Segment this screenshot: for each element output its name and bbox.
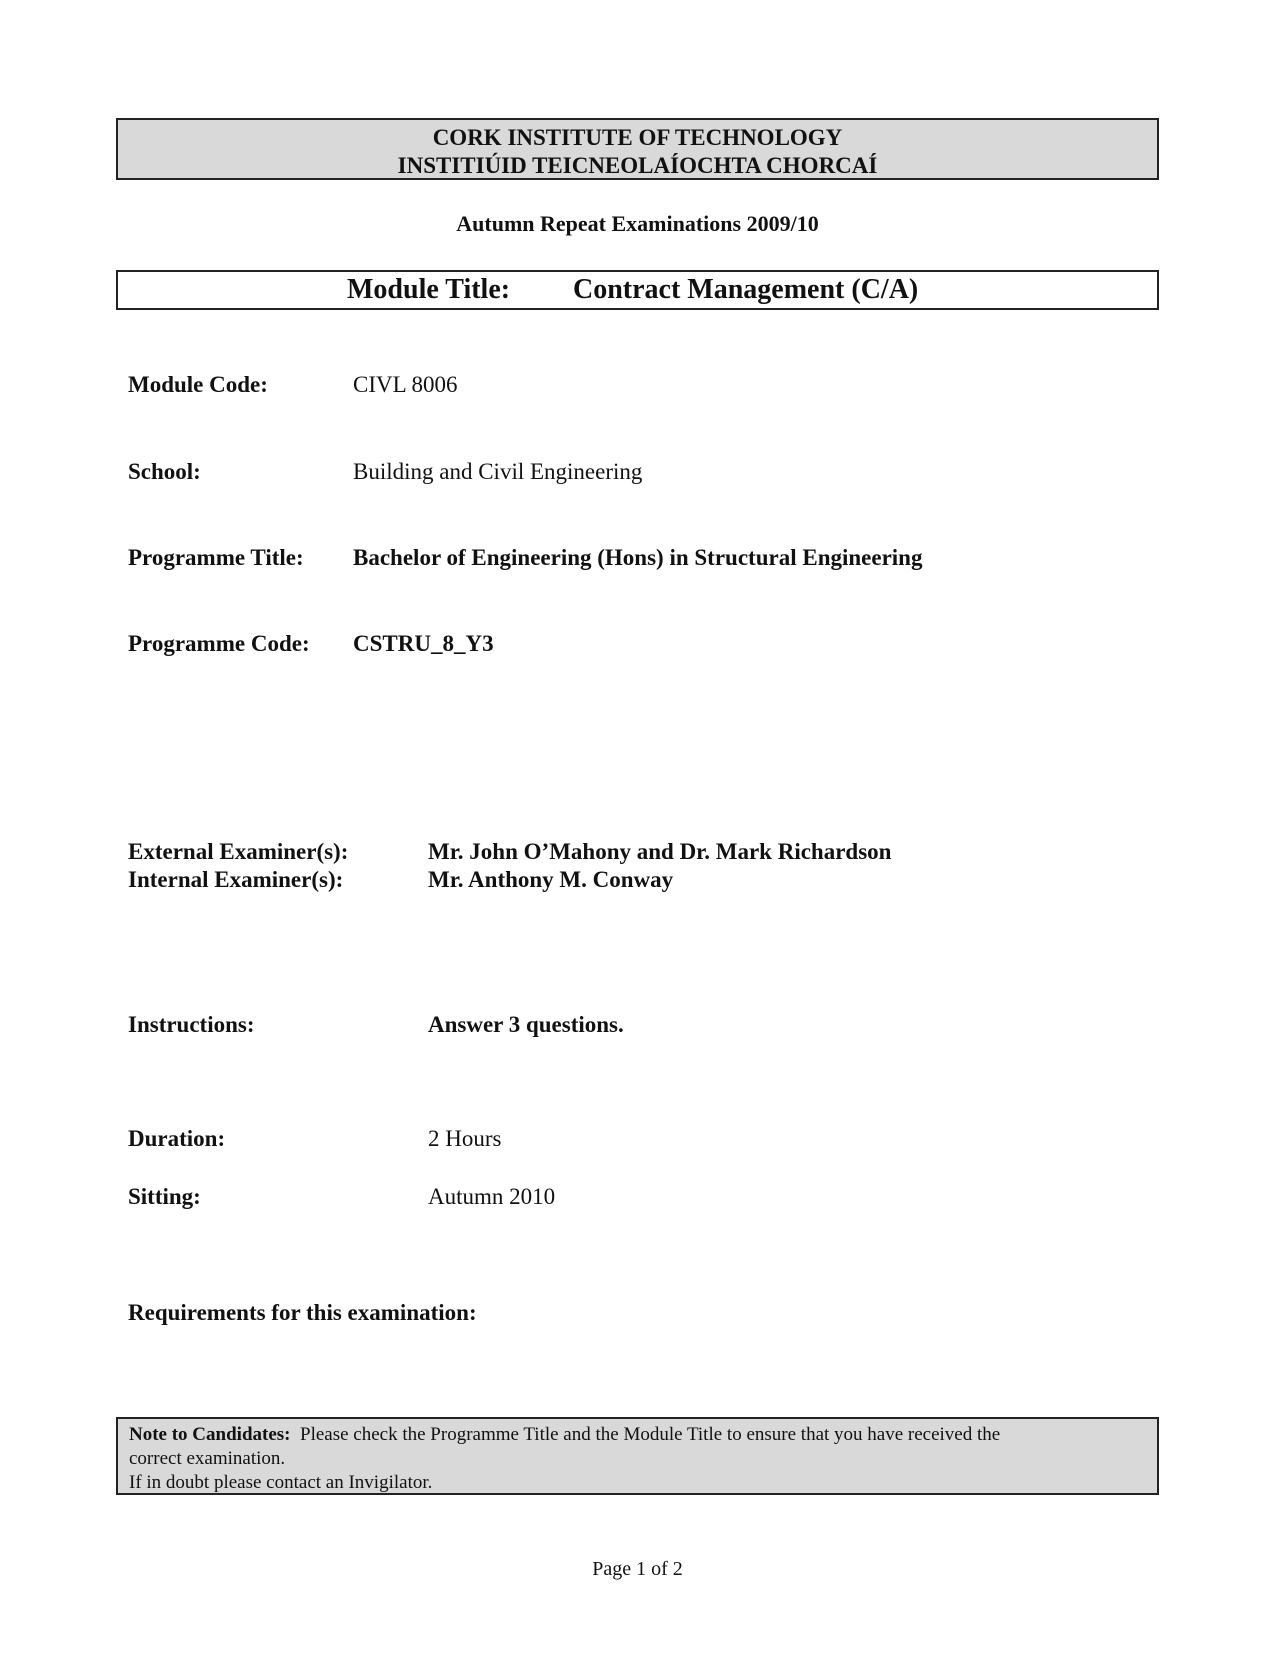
sitting-label: Sitting: — [128, 1184, 201, 1209]
programme-title-label: Programme Title: — [128, 545, 304, 570]
institute-name-irish: INSTITIÚID TEICNEOLAÍOCHTA CHORCAÍ — [397, 153, 878, 178]
internal-examiners-label: Internal Examiner(s): — [128, 867, 344, 892]
module-title-box — [116, 270, 1159, 310]
note-text-3: If in doubt please contact an Invigilator. — [129, 1472, 433, 1493]
module-code-value: CIVL 8006 — [353, 372, 458, 397]
note-line-1 — [129, 1423, 1147, 1447]
programme-title-value: Bachelor of Engineering (Hons) in Structural Engineering — [353, 545, 923, 570]
page-number: Page 1 of 2 — [592, 1558, 683, 1580]
instructions-label: Instructions: — [128, 1012, 255, 1037]
requirements-label: Requirements for this examination: — [128, 1300, 477, 1325]
sitting-value: Autumn 2010 — [428, 1184, 556, 1209]
note-text-1: Please check the Programme Title and the Module Title to ensure that you have received the — [300, 1424, 1001, 1445]
module-code-label: Module Code: — [128, 372, 268, 397]
duration-value: 2 Hours — [428, 1126, 502, 1151]
external-examiners-value: Mr. John O’Mahony and Dr. Mark Richardson — [428, 839, 892, 864]
note-to-candidates-box — [116, 1417, 1159, 1495]
instructions-value: Answer 3 questions. — [428, 1012, 624, 1037]
note-text-2: correct examination. — [129, 1448, 286, 1469]
exam-session-title: Autumn Repeat Examinations 2009/10 — [456, 211, 819, 236]
module-title-value: Contract Management (C/A) — [573, 274, 919, 305]
school-label: School: — [128, 459, 201, 484]
programme-code-label: Programme Code: — [128, 631, 310, 656]
school-value: Building and Civil Engineering — [353, 459, 643, 484]
programme-code-value: CSTRU_8_Y3 — [353, 631, 494, 656]
institute-header-box — [116, 118, 1159, 180]
note-lead: Note to Candidates: — [129, 1424, 291, 1445]
duration-label: Duration: — [128, 1126, 226, 1151]
module-title-label: Module Title: — [347, 274, 511, 305]
internal-examiners-value: Mr. Anthony M. Conway — [428, 867, 674, 892]
external-examiners-label: External Examiner(s): — [128, 839, 349, 864]
institute-name-english: CORK INSTITUTE OF TECHNOLOGY — [432, 125, 843, 150]
